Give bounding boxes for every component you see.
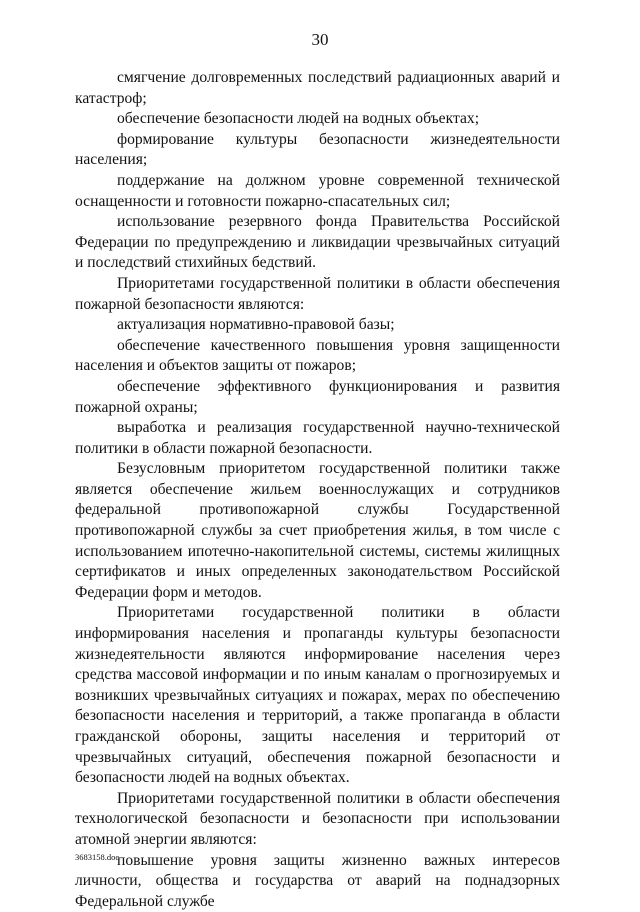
paragraph: использование резервного фонда Правительства Российской Федерации по предупреждению и ликвидации чрезвычайных ситуаций и последствий стихийных бедствий. [75, 213, 560, 272]
paragraph: Безусловным приоритетом государственной политики также является обеспечение жильем военнослужащих и сотрудников федеральной противопожарной службы Государственной противопожарной службы за счет приобретения жилья, в том числе с использованием ипотечно-накопительной системы, системы жилищных сертификатов и иных определенных законодательством Российской Федерации форм и методов. [75, 460, 560, 601]
paragraph: актуализация нормативно-правовой базы; [117, 316, 395, 334]
document-body [75, 68, 560, 912]
paragraph: обеспечение безопасности людей на водных объектах; [117, 110, 480, 128]
paragraph: выработка и реализация государственной научно-технической политики в области пожарной безопасности. [75, 419, 560, 457]
paragraph: смягчение долговременных последствий радиационных аварий и катастроф; [75, 69, 560, 107]
paragraph: обеспечение качественного повышения уровня защищенности населения и объектов защиты от пожаров; [75, 336, 560, 375]
paragraph: обеспечение эффективного функционирования и развития пожарной охраны; [75, 377, 560, 416]
paragraph: Приоритетами государственной политики в области обеспечения пожарной безопасности являются: [75, 274, 560, 313]
paragraph: Приоритетами государственной политики в области обеспечения технологической безопасности и безопасности при использовании атомной энергии являются: [75, 789, 560, 848]
document-footer-code: 3683158.doc [75, 852, 120, 862]
paragraph: поддержание на должном уровне современной технической оснащенности и готовности пожарно-спасательных сил; [75, 171, 560, 210]
paragraph: Приоритетами государственной политики в области информирования населения и пропаганды культуры безопасности жизнедеятельности являются информирование населения через средства массовой информации и по иным каналам о прогнозируемых и возникших чрезвычайных ситуациях и пожарах, мерах по обеспечению безопасности населения и территорий, а также пропаганда в области гражданской обороны, защиты населения и территорий от чрезвычайных ситуаций, обеспечения пожарной безопасности и безопасности людей на водных объектах. [75, 604, 560, 787]
page-number: 30 [311, 30, 329, 49]
paragraph: повышение уровня защиты жизненно важных интересов личности, общества и государства от аварий на поднадзорных Федеральной службе [75, 851, 560, 910]
paragraph: формирование культуры безопасности жизнедеятельности населения; [75, 130, 560, 169]
